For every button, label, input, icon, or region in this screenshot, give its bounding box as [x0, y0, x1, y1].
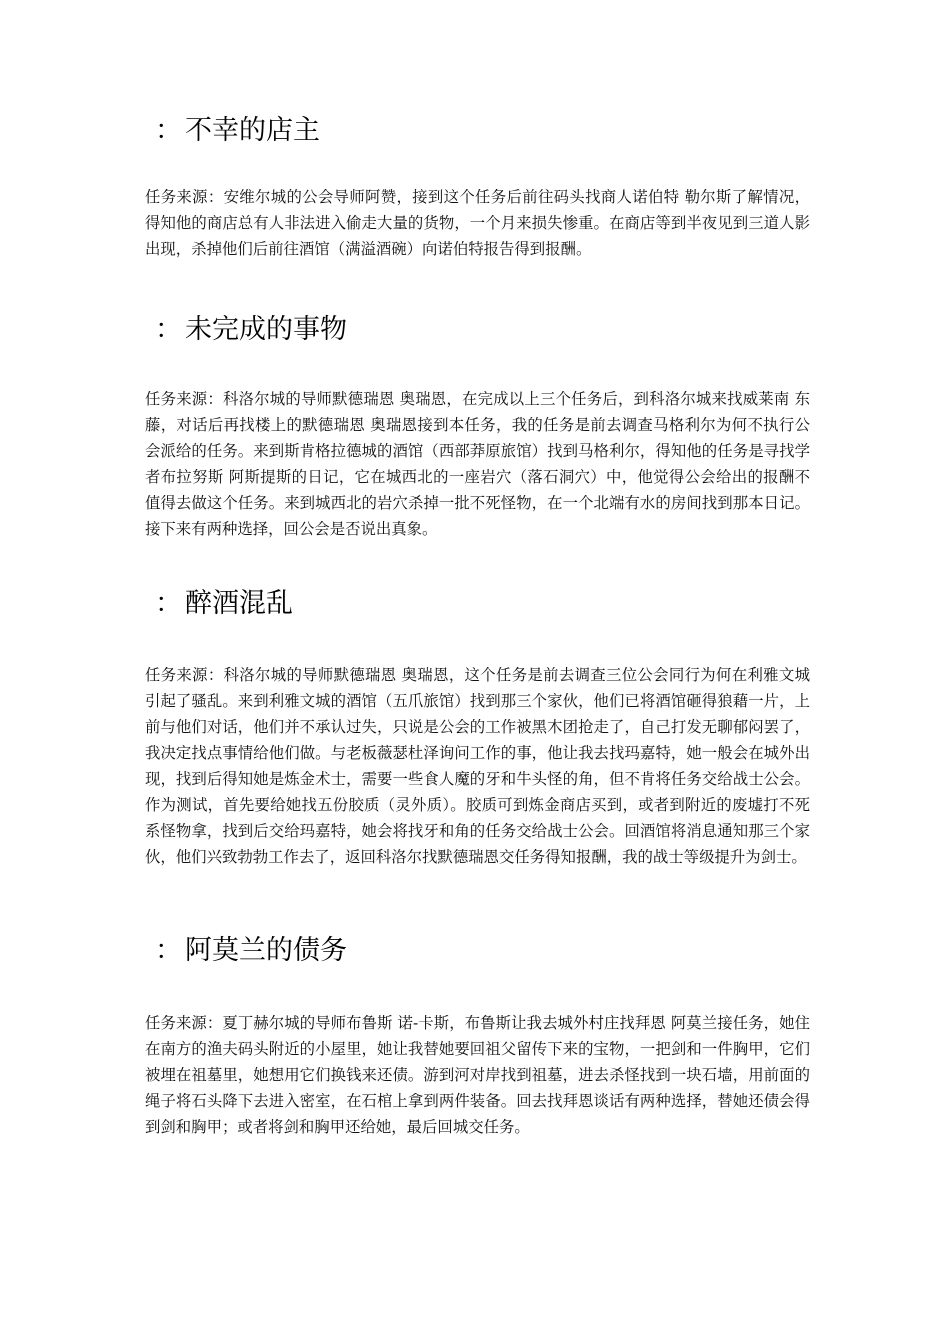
heading-colon: ： — [155, 314, 182, 345]
section-body: 任务来源：夏丁赫尔城的导师布鲁斯 诺-卡斯，布鲁斯让我去城外村庄找拜恩 阿莫兰接任务，她住在南方的渔夫码头附近的小屋里，她让我替她要回祖父留传下来的宝物，一把剑和一件胸甲，它们被埋在祖墓里，她想用它们换钱来还债。游到河对岸找到祖墓，进去杀怪找到一块石墙，用前面的绳子将石头降下去进入密室，在石棺上拿到两件装备。回去找拜恩谈话有两种选择，替她还债会得到剑和胸甲；或者将剑和胸甲还给她，最后回城交任务。 — [145, 1014, 810, 1136]
section-heading — [145, 114, 820, 148]
section-body: 任务来源：科洛尔城的导师默德瑞恩 奥瑞恩，这个任务是前去调查三位公会同行为何在利雅文城引起了骚乱。来到利雅文城的酒馆（五爪旅馆）找到那三个家伙，他们已将酒馆砸得狼藉一片，上前与他们对话，他们并不承认过失，只说是公会的工作被黑木团抢走了，自己打发无聊郁闷罢了，我决定找点事情给他们做。与老板薇瑟杜泽询问工作的事，他让我去找玛嘉特，她一般会在城外出现，找到后得知她是炼金术士，需要一些食人魔的牙和牛头怪的角，但不肯将任务交给战士公会。作为测试，首先要给她找五份胶质（灵外质）。胶质可到炼金商店买到，或者到附近的废墟打不死系怪物拿，找到后交给玛嘉特，她会将找牙和角的任务交给战士公会。回酒馆将消息通知那三个家伙，他们兴致勃勃工作去了，返回科洛尔找默德瑞恩交任务得知报酬，我的战士等级提升为剑士。 — [145, 666, 810, 866]
heading-colon: ： — [155, 115, 182, 146]
section-heading — [145, 587, 820, 621]
section-heading — [145, 313, 820, 347]
section-title: 未完成的事物 — [185, 314, 347, 345]
section-title: 醉酒混乱 — [185, 588, 293, 619]
section-body: 任务来源：安维尔城的公会导师阿赞，接到这个任务后前往码头找商人诺伯特 勒尔斯了解情况，得知他的商店总有人非法进入偷走大量的货物，一个月来损失惨重。在商店等到半夜见到三道人影出现，杀掉他们后前往酒馆（满溢酒碗）向诺伯特报告得到报酬。 — [145, 188, 810, 258]
section-body: 任务来源：科洛尔城的导师默德瑞恩 奥瑞恩，在完成以上三个任务后，到科洛尔城来找威莱南 东藤，对话后再找楼上的默德瑞恩 奥瑞恩接到本任务，我的任务是前去调查马格利尔为何不执行公会派给的任务。来到斯肯格拉德城的酒馆（西部莽原旅馆）找到马格利尔，得知他的任务是寻找学者布拉努斯 阿斯提斯的日记，它在城西北的一座岩穴（落石洞穴）中，他觉得公会给出的报酬不值得去做这个任务。来到城西北的岩穴杀掉一批不死怪物，在一个北端有水的房间找到那本日记。接下来有两种选择，回公会是否说出真象。 — [145, 390, 810, 538]
heading-colon: ： — [155, 935, 182, 966]
section-title: 阿莫兰的债务 — [185, 935, 347, 966]
section-title: 不幸的店主 — [185, 115, 320, 146]
section-heading — [145, 934, 820, 968]
heading-colon: ： — [155, 588, 182, 619]
